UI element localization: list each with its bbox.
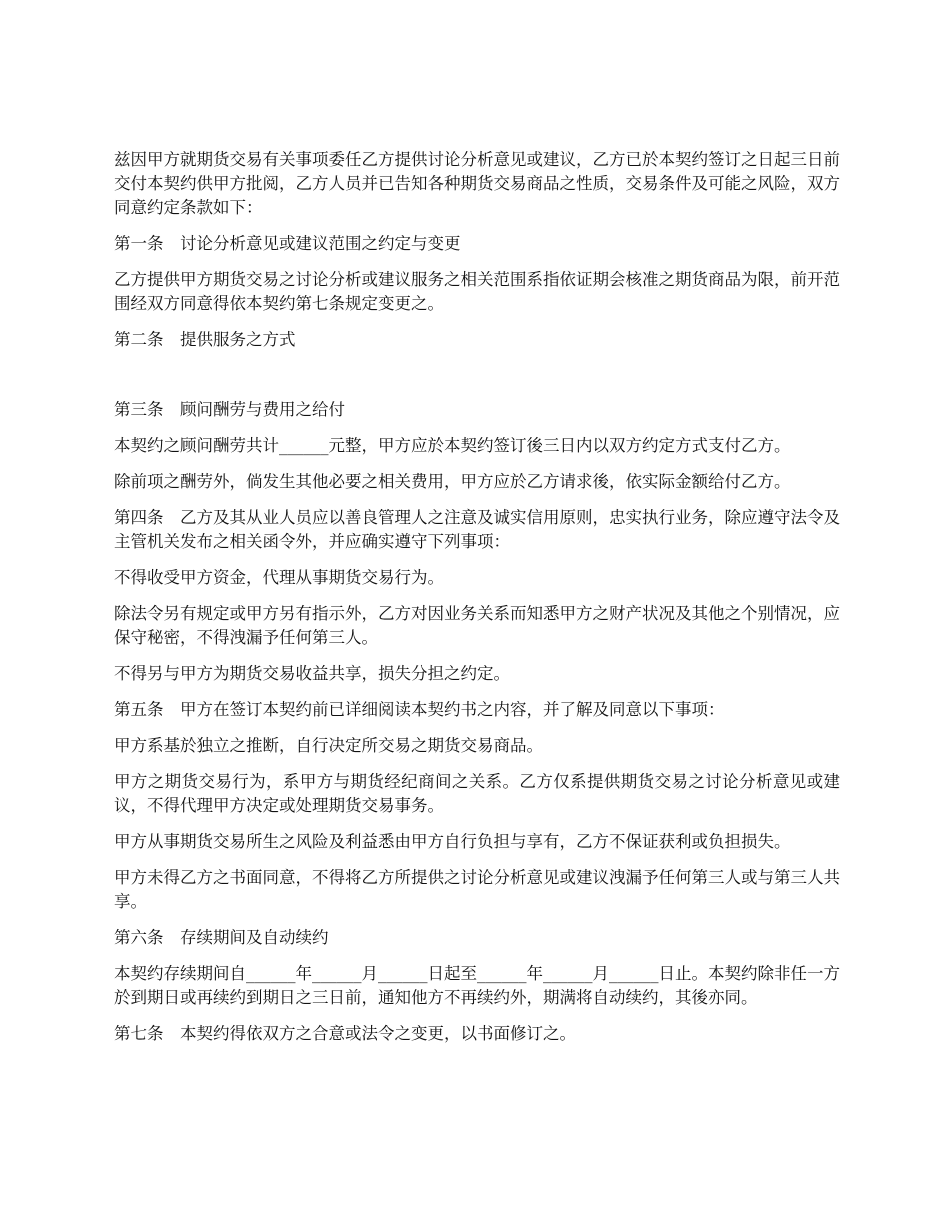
article-5-heading: 第五条 甲方在签订本契约前已详细阅读本契约书之内容，并了解及同意以下事项：	[114, 700, 725, 719]
article-3-heading: 第三条 顾问酬劳与费用之给付	[114, 400, 345, 419]
article-4-item-2: 除法令另有规定或甲方另有指示外，乙方对因业务关系而知悉甲方之财产状况及其他之个别情况，应保守秘密，不得洩漏予任何第三人。	[114, 604, 840, 647]
article-7-text: 第七条 本契约得依双方之合意或法令之变更，以书面修订之。	[114, 1024, 576, 1043]
article-5-item-4: 甲方未得乙方之书面同意，不得将乙方所提供之讨论分析意见或建议洩漏予任何第三人或与第三人共享。	[114, 868, 840, 911]
article-6-heading: 第六条 存续期间及自动续约	[114, 928, 329, 947]
article-6-text: 本契约存续期间自______年______月______日起至______年______月______日止。本契约除非任一方於到期日或再续约到期日之三日前，通知他方不再续约外，期满将自动续约，其後亦同。	[114, 964, 840, 1007]
preamble: 兹因甲方就期货交易有关事项委任乙方提供讨论分析意见或建议，乙方已於本契约签订之日起三日前交付本契约供甲方批阅，乙方人员并已告知各种期货交易商品之性质，交易条件及可能之风险，双方同意约定条款如下：	[114, 150, 840, 217]
article-1-text: 乙方提供甲方期货交易之讨论分析或建议服务之相关范围系指依证期会核准之期货商品为限，前开范围经双方同意得依本契约第七条规定变更之。	[114, 270, 840, 313]
article-5-item-1: 甲方系基於独立之推断，自行决定所交易之期货交易商品。	[114, 736, 543, 755]
article-2-heading: 第二条 提供服务之方式	[114, 330, 296, 349]
article-4-item-1: 不得收受甲方资金，代理从事期货交易行为。	[114, 568, 444, 587]
article-3-text-1: 本契约之顾问酬劳共计______元整，甲方应於本契约签订後三日内以双方约定方式支付乙方。	[114, 436, 791, 455]
article-3-text-2: 除前项之酬劳外，倘发生其他必要之相关费用，甲方应於乙方请求後，依实际金额给付乙方。	[114, 472, 791, 491]
document-body	[114, 148, 840, 1058]
article-4-item-3: 不得另与甲方为期货交易收益共享，损失分担之约定。	[114, 664, 510, 683]
article-5-item-3: 甲方从事期货交易所生之风险及利益悉由甲方自行负担与享有，乙方不保证获利或负担损失。	[114, 832, 791, 851]
article-5-item-2: 甲方之期货交易行为，系甲方与期货经纪商间之关系。乙方仅系提供期货交易之讨论分析意见或建议，不得代理甲方决定或处理期货交易事务。	[114, 772, 840, 815]
article-1-heading: 第一条 讨论分析意见或建议范围之约定与变更	[114, 234, 461, 253]
article-4-heading: 第四条 乙方及其从业人员应以善良管理人之注意及诚实信用原则，忠实执行业务，除应遵守法令及主管机关发布之相关函令外，并应确实遵守下列事项：	[114, 508, 840, 551]
blank-space	[114, 364, 840, 398]
